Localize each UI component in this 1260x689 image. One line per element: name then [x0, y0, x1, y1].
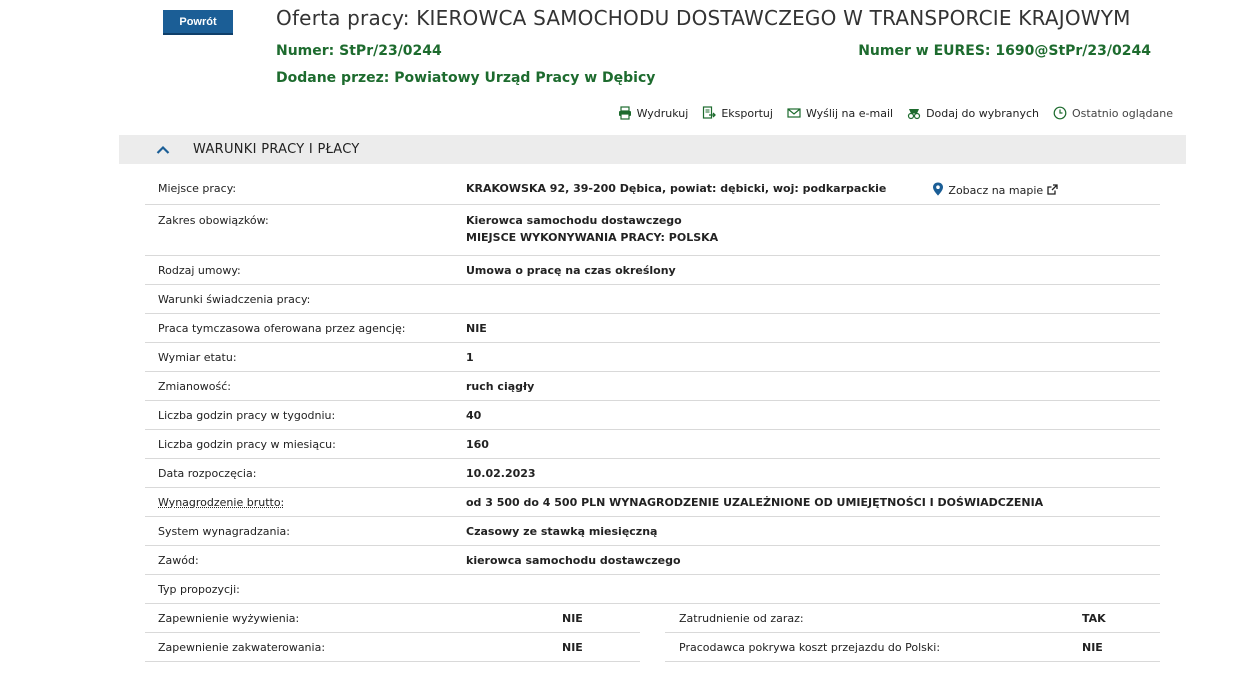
hours-month-label: Liczba godzin pracy w miesiącu: — [158, 438, 336, 451]
section-title: WARUNKI PRACY I PŁACY — [193, 142, 360, 157]
meals-row — [145, 604, 640, 633]
occupation-value: kierowca samochodu dostawczego — [466, 554, 681, 567]
external-link-icon — [1047, 184, 1058, 198]
email-action[interactable] — [787, 106, 893, 120]
export-icon — [702, 106, 716, 120]
details-table — [145, 172, 1160, 662]
table-row — [145, 488, 1160, 517]
salary-value: od 3 500 do 4 500 PLN WYNAGRODZENIE UZALEŻNIONE OD UMIEJĘTNOŚCI I DOŚWIADCZENIA — [466, 496, 1044, 509]
offer-number-label: Numer: — [276, 43, 335, 59]
duties-label: Zakres obowiązków: — [158, 214, 269, 227]
eures-number-value: 1690@StPr/23/0244 — [995, 43, 1151, 59]
duties-line: Kierowca samochodu dostawczego — [466, 214, 682, 227]
offer-number — [276, 43, 442, 59]
immediate-employment-row — [665, 604, 1160, 633]
accommodation-value: NIE — [562, 640, 583, 654]
shift-label: Zmianowość: — [158, 380, 231, 393]
contract-value: Umowa o pracę na czas określony — [466, 264, 676, 277]
conditions-label: Warunki świadczenia pracy: — [158, 293, 311, 306]
table-row — [145, 205, 1160, 256]
clock-icon — [1053, 106, 1067, 120]
print-label: Wydrukuj — [636, 106, 689, 120]
start-date-value: 10.02.2023 — [466, 467, 536, 480]
split-row — [145, 604, 1160, 633]
accommodation-row — [145, 633, 640, 662]
hours-month-value: 160 — [466, 438, 489, 451]
place-value: KRAKOWSKA 92, 39-200 Dębica, powiat: dębicki, woj: podkarpackie — [466, 182, 887, 195]
added-by-label: Dodane przez: — [276, 70, 390, 86]
fte-label: Wymiar etatu: — [158, 351, 237, 364]
table-row — [145, 430, 1160, 459]
printer-icon — [618, 106, 632, 120]
table-row — [145, 172, 1160, 205]
bookmark-icon — [907, 106, 921, 120]
table-row — [145, 343, 1160, 372]
proposal-type-label: Typ propozycji: — [158, 583, 240, 596]
table-row — [145, 314, 1160, 343]
back-button[interactable]: Powrót — [163, 10, 233, 35]
eures-number — [858, 43, 1151, 59]
hours-week-value: 40 — [466, 409, 482, 422]
travel-cost-row — [665, 633, 1160, 662]
favorite-action[interactable] — [907, 106, 1039, 120]
temp-work-value: NIE — [466, 322, 487, 335]
chevron-up-icon[interactable] — [155, 142, 171, 158]
salary-label[interactable]: Wynagrodzenie brutto: — [158, 496, 285, 509]
recently-viewed-label: Ostatnio oglądane — [1072, 106, 1173, 120]
place-value-cell — [466, 182, 1160, 199]
place-label: Miejsce pracy: — [158, 182, 237, 195]
eures-number-label: Numer w EURES: — [858, 43, 991, 59]
action-toolbar — [618, 106, 1173, 120]
occupation-label: Zawód: — [158, 554, 199, 567]
salary-label-cell — [145, 496, 466, 509]
meals-value: NIE — [562, 611, 583, 625]
travel-cost-value: NIE — [1082, 640, 1103, 654]
table-row — [145, 372, 1160, 401]
recently-viewed-action[interactable] — [1053, 106, 1173, 120]
favorite-label: Dodaj do wybranych — [926, 106, 1040, 120]
table-row — [145, 256, 1160, 285]
export-label: Eksportuj — [721, 106, 773, 120]
immediate-employment-value: TAK — [1082, 611, 1106, 625]
table-row — [145, 517, 1160, 546]
table-row — [145, 459, 1160, 488]
meals-label: Zapewnienie wyżywienia: — [158, 611, 300, 625]
table-row — [145, 401, 1160, 430]
map-pin-icon — [932, 182, 944, 199]
split-row — [145, 633, 1160, 662]
added-by-value: Powiatowy Urząd Pracy w Dębicy — [394, 70, 656, 86]
section-header[interactable] — [119, 135, 1186, 164]
travel-cost-label: Pracodawca pokrywa koszt przejazdu do Polski: — [679, 640, 941, 654]
shift-value: ruch ciągły — [466, 380, 535, 393]
table-row — [145, 285, 1160, 314]
offer-number-value: StPr/23/0244 — [339, 43, 442, 59]
page-title: Oferta pracy: KIEROWCA SAMOCHODU DOSTAWCZEGO W TRANSPORCIE KRAJOWYM — [276, 6, 1131, 30]
table-row — [145, 546, 1160, 575]
print-action[interactable] — [618, 106, 689, 120]
email-label: Wyślij na e-mail — [805, 106, 894, 120]
duties-line: MIEJSCE WYKONYWANIA PRACY: POLSKA — [466, 231, 719, 244]
map-link-label: Zobacz na mapie — [948, 184, 1044, 197]
added-by — [276, 70, 655, 86]
envelope-icon — [787, 106, 801, 120]
table-row — [145, 575, 1160, 604]
temp-work-label: Praca tymczasowa oferowana przez agencję: — [158, 322, 406, 335]
duties-value — [466, 214, 1160, 244]
immediate-employment-label: Zatrudnienie od zaraz: — [679, 611, 804, 625]
fte-value: 1 — [466, 351, 474, 364]
contract-label: Rodzaj umowy: — [158, 264, 241, 277]
pay-system-label: System wynagradzania: — [158, 525, 290, 538]
map-link[interactable] — [932, 182, 1058, 199]
pay-system-value: Czasowy ze stawką miesięczną — [466, 525, 658, 538]
accommodation-label: Zapewnienie zakwaterowania: — [158, 640, 326, 654]
hours-week-label: Liczba godzin pracy w tygodniu: — [158, 409, 336, 422]
start-date-label: Data rozpoczęcia: — [158, 467, 257, 480]
export-action[interactable] — [702, 106, 773, 120]
